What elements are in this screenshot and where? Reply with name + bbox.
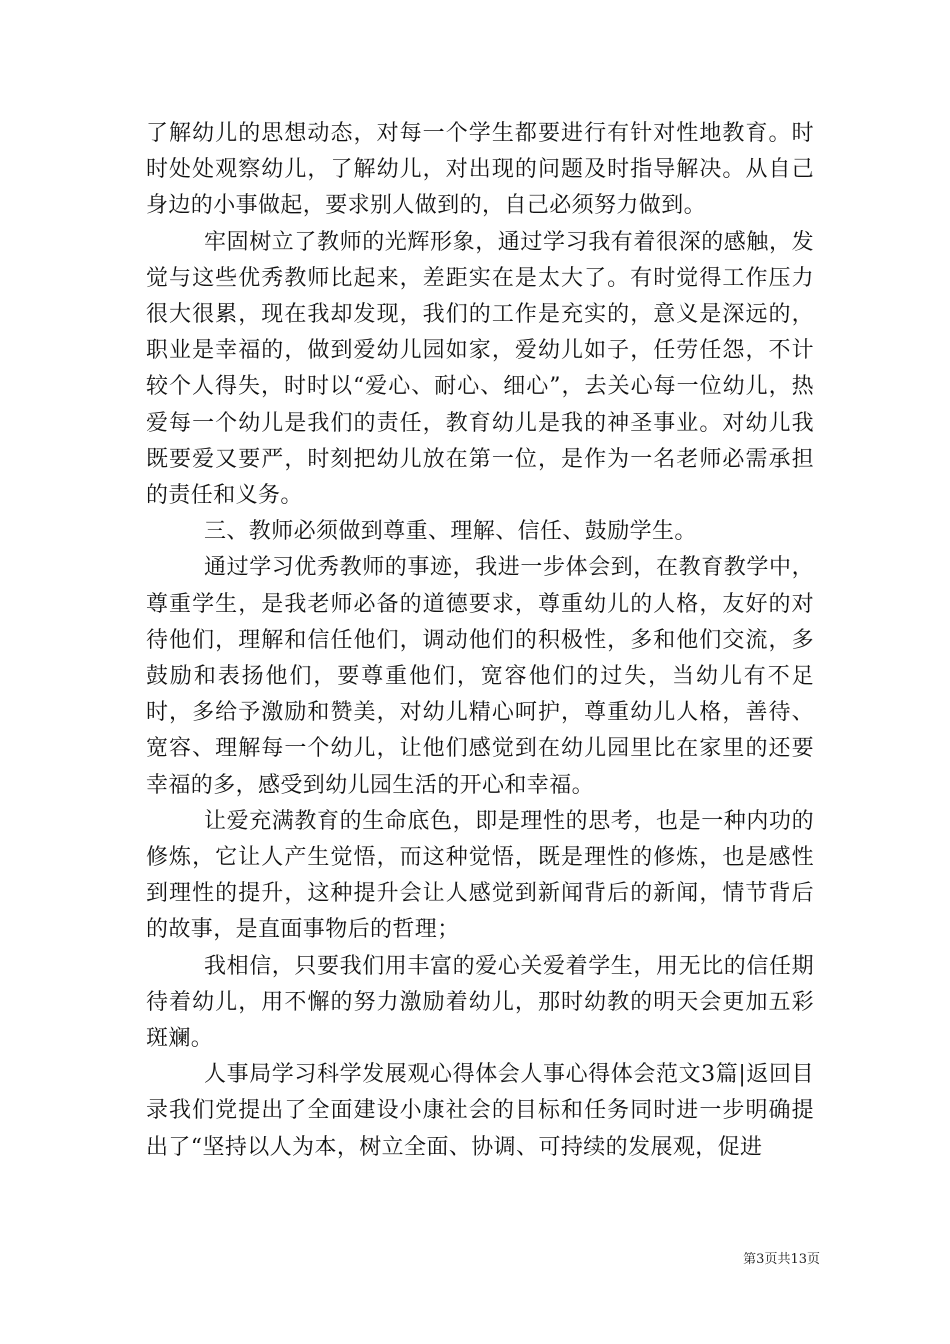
paragraph: 了解幼儿的思想动态，对每一个学生都要进行有针对性地教育。时时处处观察幼儿，了解幼儿，对出现的问题及时指导解决。从自己身边的小事做起，要求别人做到的，自己必须努力做到。 [146, 121, 814, 219]
paragraph: 通过学习优秀教师的事迹，我进一步体会到，在教育教学中，尊重学生，是我老师必备的道德要求，尊重幼儿的人格，友好的对待他们，理解和信任他们，调动他们的积极性，多和他们交流，多鼓励和表扬他们，要尊重他们，宽容他们的过失，当幼儿有不足时，多给予激励和赞美，对幼儿精心呵护，尊重幼儿人格，善待、宽容、理解每一个幼儿，让他们感觉到在幼儿园里比在家里的还要幸福的多，感受到幼儿园生活的开心和幸福。 [146, 555, 814, 798]
page-number-footer: 第3页共13页 [743, 1252, 820, 1267]
section-heading: 三、教师必须做到尊重、理解、信任、鼓励学生。 [204, 519, 697, 545]
paragraph: 牢固树立了教师的光辉形象，通过学习我有着很深的感触，发觉与这些优秀教师比起来，差距实在是太大了。有时觉得工作压力很大很累，现在我却发现，我们的工作是充实的，意义是深远的，职业是幸福的，做到爱幼儿园如家，爱幼儿如子，任劳任怨，不计较个人得失，时时以“爱心、耐心、细心”，去关心每一位幼儿，热爱每一个幼儿是我们的责任，教育幼儿是我的神圣事业。对幼儿我既要爱又要严，时刻把幼儿放在第一位，是作为一名老师必需承担的责任和义务。 [146, 229, 814, 509]
paragraph: 让爱充满教育的生命底色，即是理性的思考，也是一种内功的修炼，它让人产生觉悟，而这种觉悟，既是理性的修炼，也是感性到理性的提升，这种提升会让人感觉到新闻背后的新闻，情节背后的故事，是直面事物后的哲理； [146, 808, 814, 943]
document-body [146, 116, 814, 1166]
paragraph: 人事局学习科学发展观心得体会人事心得体会范文3篇|返回目录我们党提出了全面建设小康社会的目标和任务同时进一步明确提出了“坚持以人为本，树立全面、协调、可持续的发展观，促进 [146, 1062, 814, 1160]
paragraph: 我相信，只要我们用丰富的爱心关爱着学生，用无比的信任期待着幼儿，用不懈的努力激励着幼儿，那时幼教的明天会更加五彩斑斓。 [146, 953, 814, 1052]
